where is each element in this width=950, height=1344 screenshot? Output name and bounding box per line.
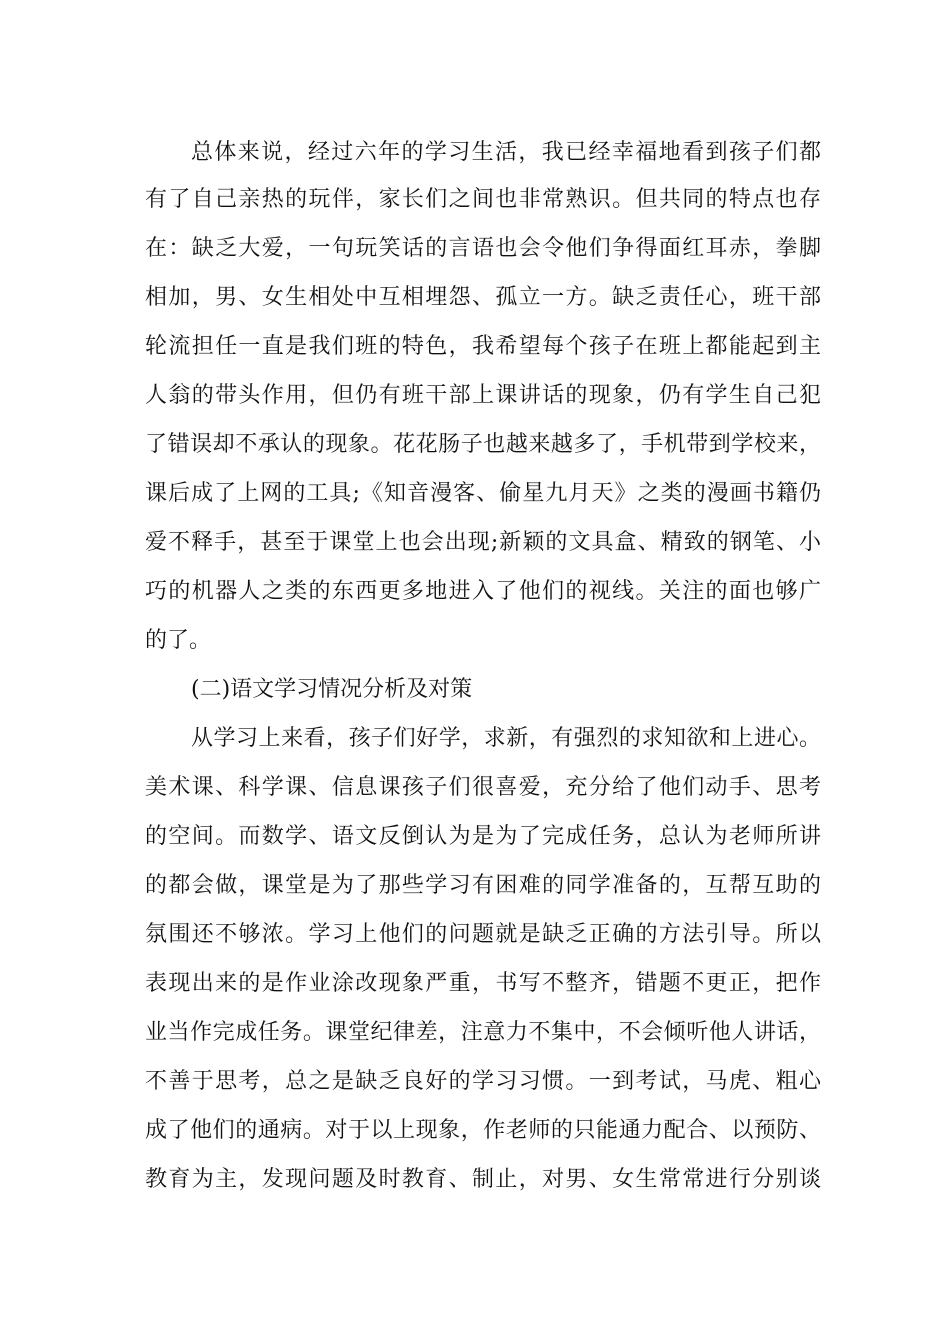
text-line: 在：缺乏大爱，一句玩笑话的言语也会令他们争得面红耳赤，拳脚 (145, 236, 821, 261)
text-line: 相加，男、女生相处中互相埋怨、孤立一方。缺乏责任心，班干部 (145, 285, 821, 310)
text-line: 了错误却不承认的现象。花花肠子也越来越多了，手机带到学校来， (145, 432, 821, 457)
text-line: 表现出来的是作业涂改现象严重，书写不整齐，错题不更正，把作 (145, 971, 821, 996)
text-line: 从学习上来看，孩子们好学，求新，有强烈的求知欲和上进心。 (191, 726, 821, 751)
text-line: 业当作完成任务。课堂纪律差，注意力不集中，不会倾听他人讲话， (145, 1020, 821, 1045)
text-line: 课后成了上网的工具;《知音漫客、偷星九月天》之类的漫画书籍仍 (145, 481, 821, 506)
text-line: 的空间。而数学、语文反倒认为是为了完成任务，总认为老师所讲 (145, 824, 821, 849)
text-line: 氛围还不够浓。学习上他们的问题就是缺乏正确的方法引导。所以 (145, 922, 821, 947)
text-line: 不善于思考，总之是缺乏良好的学习习惯。一到考试，马虎、粗心 (145, 1069, 821, 1094)
text-line: 总体来说，经过六年的学习生活，我已经幸福地看到孩子们都 (191, 140, 821, 165)
text-line: 教育为主，发现问题及时教育、制止，对男、女生常常进行分别谈 (145, 1167, 821, 1192)
section-heading: (二)语文学习情况分析及对策 (191, 677, 473, 702)
text-line: 成了他们的通病。对于以上现象，作老师的只能通力配合、以预防、 (145, 1118, 821, 1143)
text-line: 美术课、科学课、信息课孩子们很喜爱，充分给了他们动手、思考 (145, 775, 821, 800)
text-line: 的了。 (145, 628, 212, 653)
text-line: 人翁的带头作用，但仍有班干部上课讲话的现象，仍有学生自己犯 (145, 383, 821, 408)
text-line: 巧的机器人之类的东西更多地进入了他们的视线。关注的面也够广 (145, 579, 821, 604)
text-line: 轮流担任一直是我们班的特色，我希望每个孩子在班上都能起到主 (145, 334, 821, 359)
text-line: 的都会做，课堂是为了那些学习有困难的同学准备的，互帮互助的 (145, 873, 821, 898)
text-line: 爱不释手，甚至于课堂上也会出现;新颖的文具盒、精致的钢笔、小 (145, 530, 821, 555)
text-line: 有了自己亲热的玩伴，家长们之间也非常熟识。但共同的特点也存 (145, 187, 821, 212)
